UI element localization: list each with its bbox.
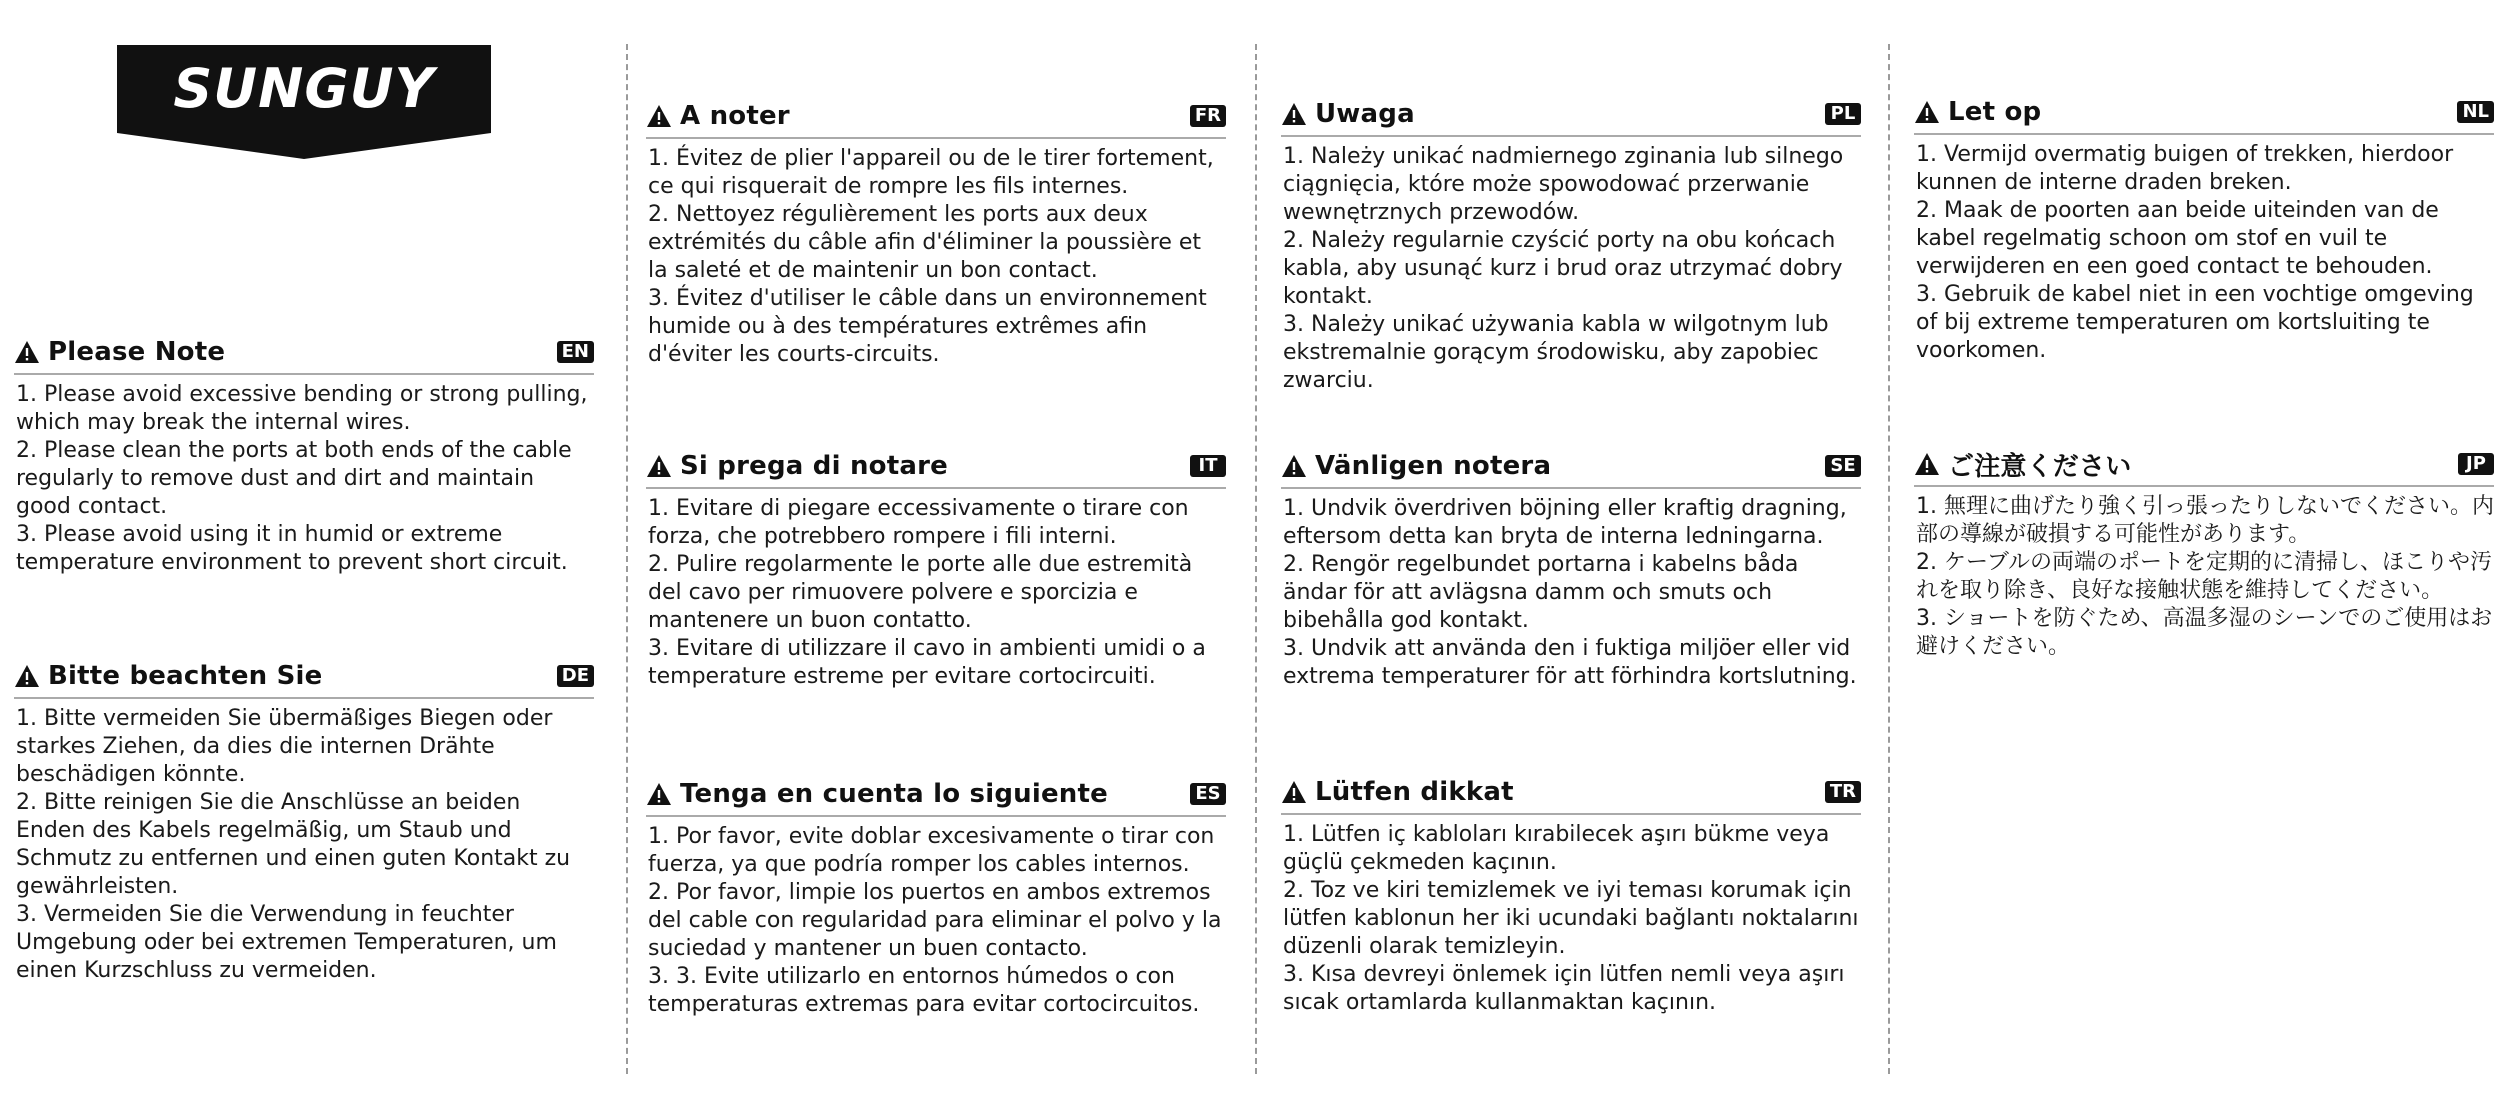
instruction-list bbox=[1281, 143, 1861, 395]
section-pl bbox=[1281, 96, 1861, 395]
column-divider bbox=[1255, 44, 1257, 1074]
list-item: 2. Pulire regolarmente le porte alle due estremità del cavo per rimuovere polvere e sporcizia e mantenere un buon contatto. bbox=[648, 552, 1193, 633]
section-nl bbox=[1914, 94, 2494, 365]
section-en bbox=[14, 334, 594, 577]
section-it bbox=[646, 448, 1226, 691]
language-badge: JP bbox=[2458, 453, 2494, 475]
list-item: 1. Vermijd overmatig buigen of trekken, hierdoor kunnen de interne draden breken. bbox=[1916, 142, 2454, 195]
section-se bbox=[1281, 448, 1861, 691]
logo-wordmark: SUNGUY bbox=[173, 57, 435, 120]
instruction-list bbox=[646, 495, 1226, 691]
instruction-list bbox=[1914, 141, 2494, 365]
section-header bbox=[14, 658, 594, 699]
list-item: 3. Undvik att använda den i fuktiga miljöer eller vid extrema temperaturer för att förhindra kortslutning. bbox=[1283, 636, 1857, 689]
language-badge: EN bbox=[557, 341, 594, 363]
list-item: 1. Należy unikać nadmiernego zginania lub silnego ciągnięcia, które może spowodować przerwanie wewnętrznych przewodów. bbox=[1283, 144, 1844, 225]
list-item: 3. Please avoid using it in humid or extreme temperature environment to prevent short circuit. bbox=[16, 522, 568, 575]
column-divider bbox=[1888, 44, 1890, 1074]
list-item: 3. Gebruik de kabel niet in een vochtige omgeving of bij extreme temperaturen om kortsluiting te voorkomen. bbox=[1916, 282, 2474, 363]
list-item: 1. Por favor, evite doblar excesivamente o tirar con fuerza, ya que podría romper los cables internos. bbox=[648, 824, 1215, 877]
section-title: Bitte beachten Sie bbox=[48, 661, 323, 691]
section-title: Si prega di notare bbox=[680, 451, 948, 481]
section-header bbox=[1281, 448, 1861, 489]
section-header bbox=[1281, 96, 1861, 137]
list-item: 1. Lütfen iç kabloları kırabilecek aşırı bükme veya güçlü çekmeden kaçının. bbox=[1283, 822, 1830, 875]
list-item: 3. Vermeiden Sie die Verwendung in feuchter Umgebung oder bei extremen Temperaturen, um einen Kurzschluss zu vermeiden. bbox=[16, 902, 557, 983]
instruction-list bbox=[646, 145, 1226, 369]
list-item: 3. Évitez d'utiliser le câble dans un environnement humide ou à des températures extrêmes afin d'éviter les courts-circuits. bbox=[648, 286, 1207, 367]
instruction-list bbox=[1281, 821, 1861, 1017]
section-title: A noter bbox=[680, 101, 790, 131]
instruction-list bbox=[1281, 495, 1861, 691]
column-divider bbox=[626, 44, 628, 1074]
section-es bbox=[646, 776, 1226, 1019]
language-badge: TR bbox=[1825, 781, 1861, 803]
list-item: 1. Bitte vermeiden Sie übermäßiges Biegen oder starkes Ziehen, da dies die internen Drähte beschädigen könnte. bbox=[16, 706, 553, 787]
section-header bbox=[1281, 774, 1861, 815]
list-item: 1. Évitez de plier l'appareil ou de le tirer fortement, ce qui risquerait de rompre les fils internes. bbox=[648, 146, 1214, 199]
instruction-list bbox=[1914, 493, 2494, 661]
section-header bbox=[1914, 446, 2494, 487]
language-badge: FR bbox=[1190, 105, 1226, 127]
section-fr bbox=[646, 98, 1226, 369]
list-item: 3. Evitare di utilizzare il cavo in ambienti umidi o a temperature estreme per evitare cortocircuiti. bbox=[648, 636, 1206, 689]
language-badge: PL bbox=[1825, 103, 1861, 125]
warning-icon bbox=[1914, 100, 1940, 124]
list-item: 2. Bitte reinigen Sie die Anschlüsse an beiden Enden des Kabels regelmäßig, um Staub und Schmutz zu entfernen und einen guten Kontakt zu gewährleisten. bbox=[16, 790, 571, 899]
list-item: 2. Nettoyez régulièrement les ports aux deux extrémités du câble afin d'éliminer la poussière et la saleté et de maintenir un bon contact. bbox=[648, 202, 1202, 283]
section-header bbox=[14, 334, 594, 375]
section-title: Lütfen dikkat bbox=[1315, 777, 1514, 807]
section-header bbox=[646, 776, 1226, 817]
section-tr bbox=[1281, 774, 1861, 1017]
list-item: 1. Please avoid excessive bending or strong pulling, which may break the internal wires. bbox=[16, 382, 588, 435]
list-item: 2. Rengör regelbundet portarna i kabelns båda ändar för att avlägsna damm och smuts och bibehålla god kontakt. bbox=[1283, 552, 1799, 633]
instruction-list bbox=[14, 705, 594, 985]
list-item: 2. Please clean the ports at both ends of the cable regularly to remove dust and dirt and maintain good contact. bbox=[16, 438, 572, 519]
section-jp bbox=[1914, 446, 2494, 661]
language-badge: SE bbox=[1825, 455, 1861, 477]
language-badge: NL bbox=[2457, 101, 2494, 123]
section-de bbox=[14, 658, 594, 985]
list-item: 1. 無理に曲げたり強く引っ張ったりしないでください。内部の導線が破損する可能性があります。 bbox=[1916, 494, 2494, 547]
warning-icon bbox=[646, 782, 672, 806]
list-item: 3. Kısa devreyi önlemek için lütfen nemli veya aşırı sıcak ortamlarda kullanmaktan kaçının. bbox=[1283, 962, 1845, 1015]
list-item: 1. Undvik överdriven böjning eller kraftig dragning, eftersom detta kan bryta de interna ledningarna. bbox=[1283, 496, 1847, 549]
warning-icon bbox=[646, 454, 672, 478]
list-item: 2. Por favor, limpie los puertos en ambos extremos del cable con regularidad para eliminar el polvo y la suciedad y mantener un buen contacto. bbox=[648, 880, 1222, 961]
language-badge: DE bbox=[557, 665, 594, 687]
section-title: Uwaga bbox=[1315, 99, 1415, 129]
instruction-list bbox=[14, 381, 594, 577]
section-title: Let op bbox=[1948, 97, 2042, 127]
section-header bbox=[646, 98, 1226, 139]
list-item: 3. 3. Evite utilizarlo en entornos húmedos o con temperaturas extremas para evitar cortocircuitos. bbox=[648, 964, 1200, 1017]
warning-icon bbox=[1914, 452, 1940, 476]
section-header bbox=[1914, 94, 2494, 135]
warning-icon bbox=[14, 340, 40, 364]
warning-icon bbox=[1281, 780, 1307, 804]
list-item: 2. Toz ve kiri temizlemek ve iyi teması korumak için lütfen kablonun her iki ucundaki bağlantı noktalarını düzenli olarak temizleyin. bbox=[1283, 878, 1859, 959]
section-header bbox=[646, 448, 1226, 489]
warning-icon bbox=[646, 104, 672, 128]
section-title: Tenga en cuenta lo siguiente bbox=[680, 779, 1108, 809]
warning-icon bbox=[1281, 454, 1307, 478]
list-item: 2. Należy regularnie czyścić porty na obu końcach kabla, aby usunąć kurz i brud oraz utrzymać dobry kontakt. bbox=[1283, 228, 1843, 309]
list-item: 3. Należy unikać używania kabla w wilgotnym lub ekstremalnie gorącym środowisku, aby zapobiec zwarciu. bbox=[1283, 312, 1829, 393]
language-badge: IT bbox=[1190, 455, 1226, 477]
warning-icon bbox=[1281, 102, 1307, 126]
list-item: 3. ショートを防ぐため、高温多湿のシーンでのご使用はお避けください。 bbox=[1916, 606, 2493, 659]
section-title: ご注意ください bbox=[1948, 451, 2132, 482]
list-item: 1. Evitare di piegare eccessivamente o tirare con forza, che potrebbero rompere i fili interni. bbox=[648, 496, 1189, 549]
list-item: 2. Maak de poorten aan beide uiteinden van de kabel regelmatig schoon om stof en vuil te verwijderen en een goed contact te behouden. bbox=[1916, 198, 2439, 279]
list-item: 2. ケーブルの両端のポートを定期的に清掃し、ほこりや汚れを取り除き、良好な接触状態を維持してください。 bbox=[1916, 550, 2493, 603]
section-title: Please Note bbox=[48, 337, 226, 367]
section-title: Vänligen notera bbox=[1315, 451, 1552, 481]
language-badge: ES bbox=[1190, 783, 1226, 805]
warning-icon bbox=[14, 664, 40, 688]
instruction-list bbox=[646, 823, 1226, 1019]
brand-logo bbox=[117, 45, 491, 159]
